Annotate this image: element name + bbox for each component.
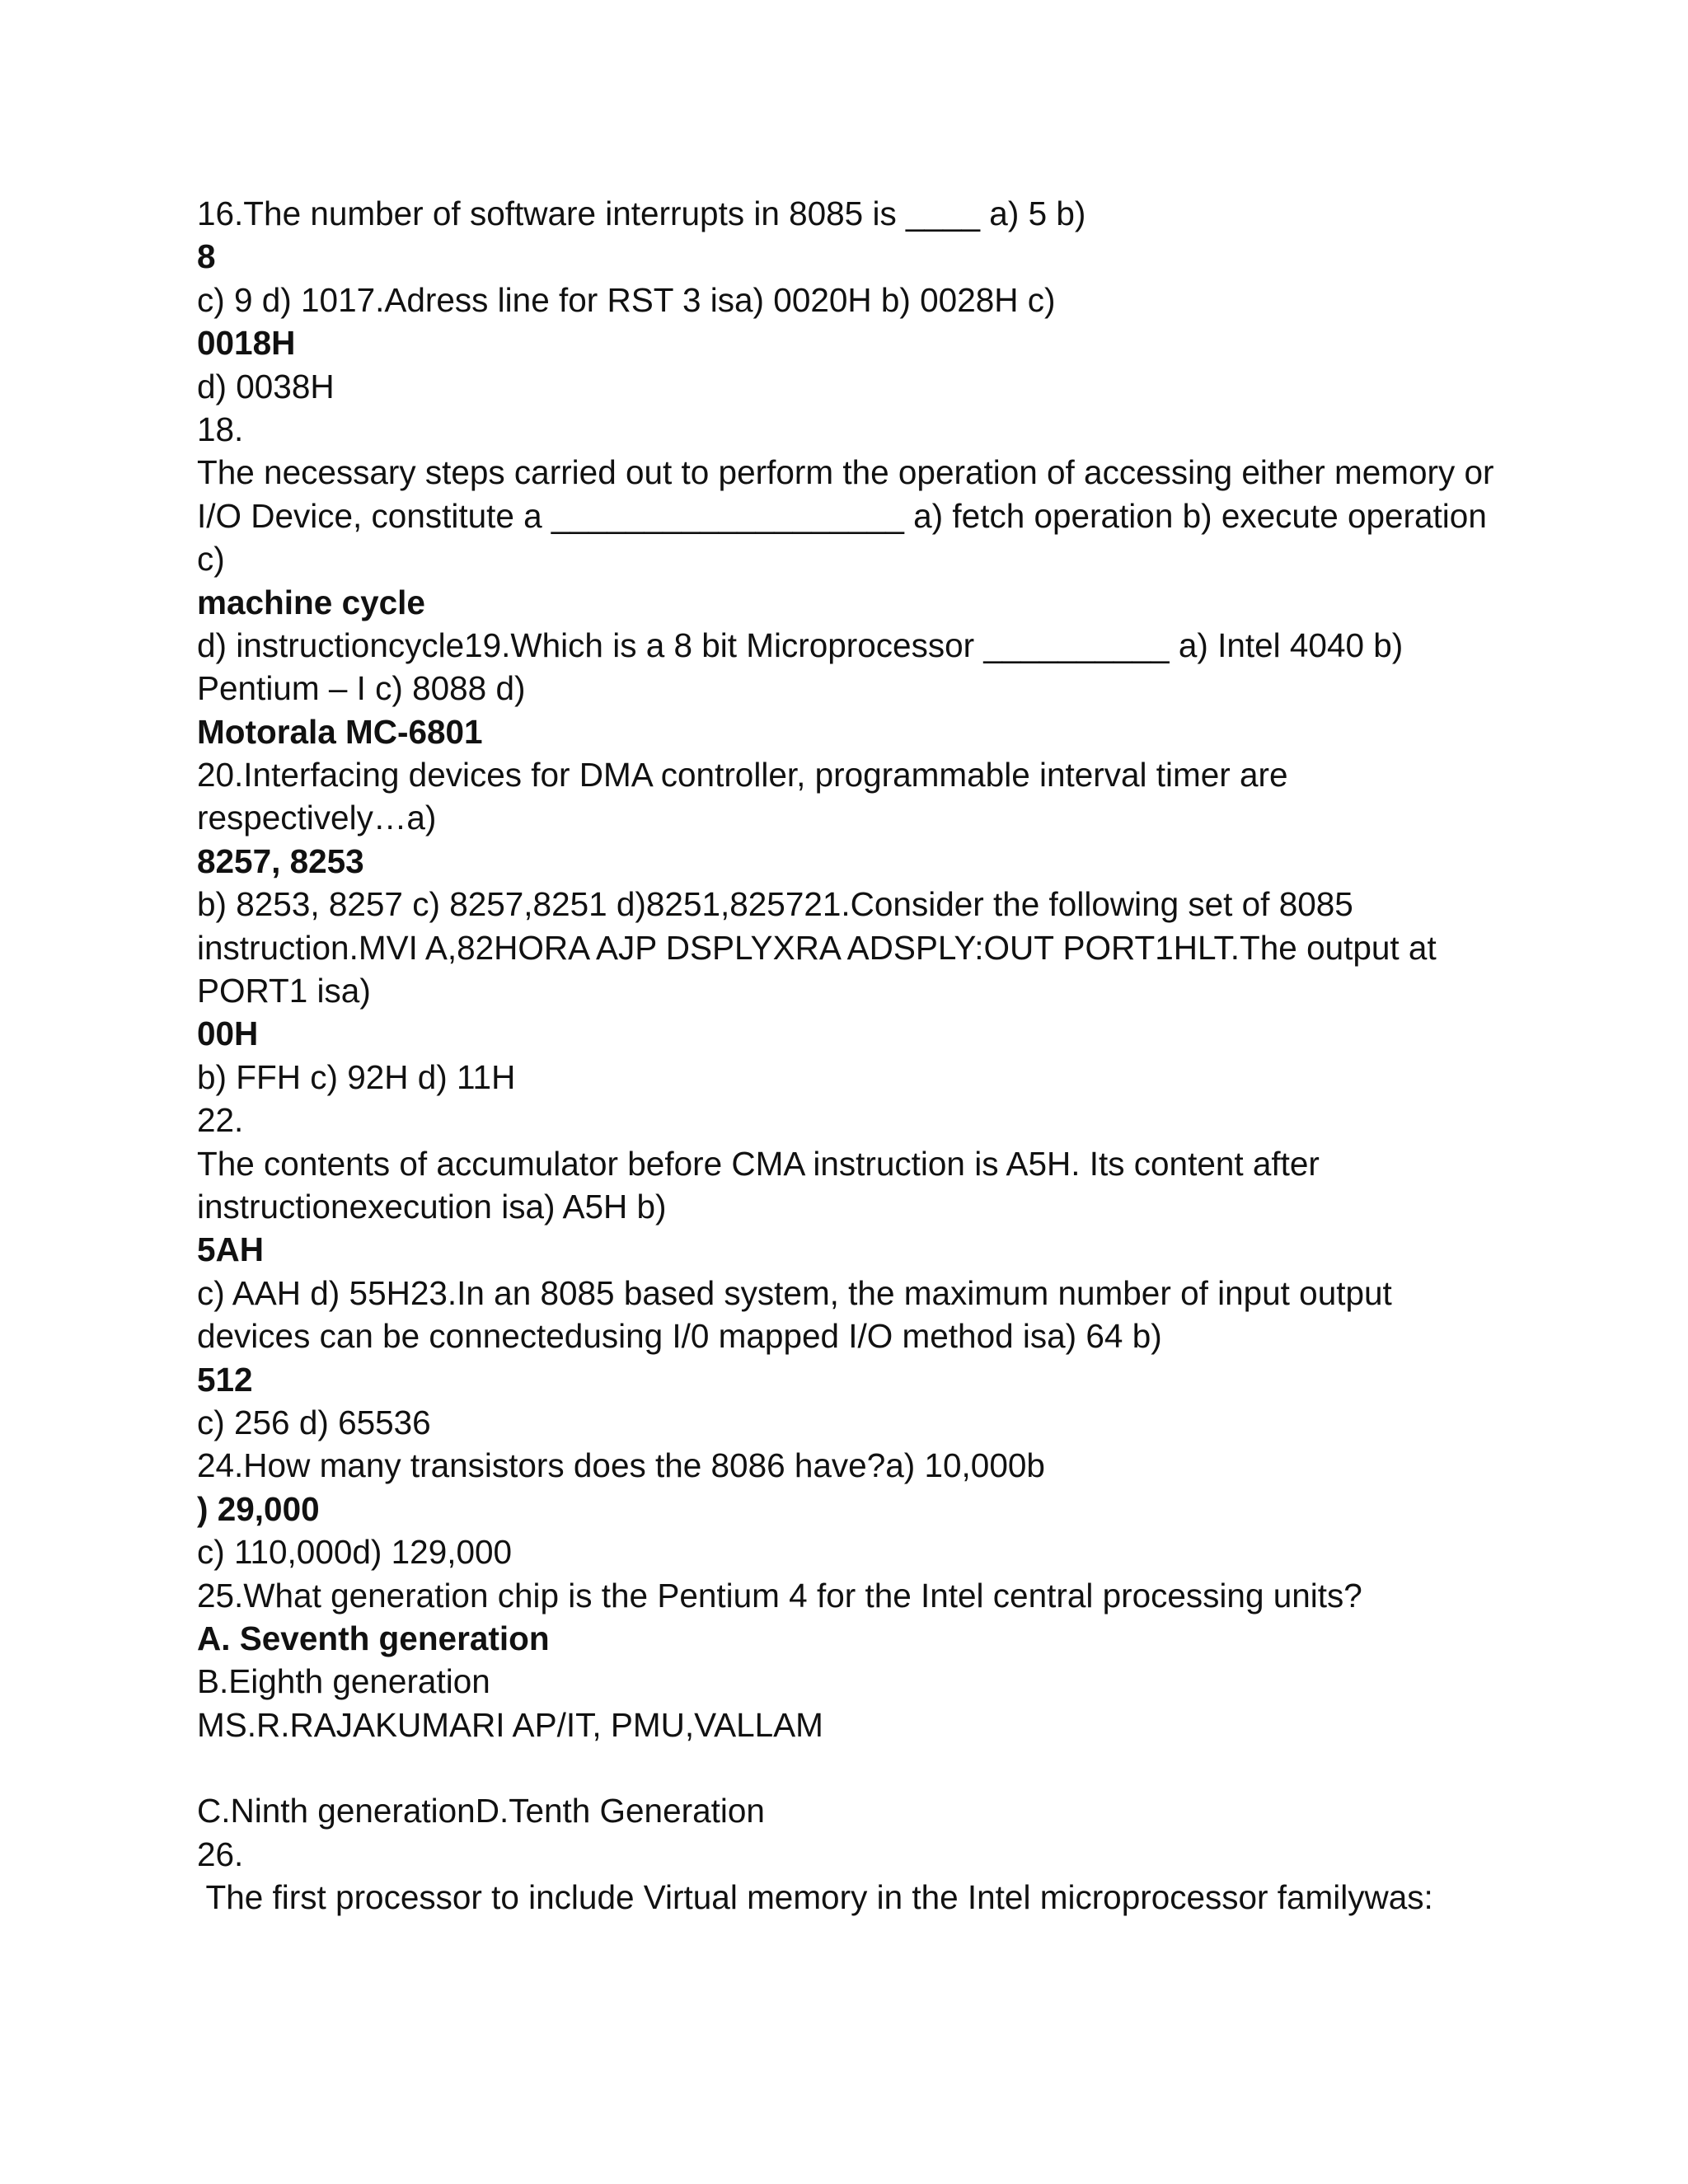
text-line: 18. <box>197 410 244 448</box>
text-line: 25.What generation chip is the Pentium 4 for the Intel central processing units? <box>197 1576 1362 1615</box>
text-line: c) AAH d) 55H23.In an 8085 based system, the maximum number of input output <box>197 1273 1392 1312</box>
text-line: C.Ninth generationD.Tenth Generation <box>197 1792 765 1830</box>
text-line <box>197 1746 1516 1789</box>
answer-line: ) 29,000 <box>197 1489 320 1528</box>
answer-line: 8 <box>197 237 216 276</box>
text-line: instructionexecution isa) A5H b) <box>197 1187 667 1226</box>
document-body <box>197 192 1516 1919</box>
answer-line: machine cycle <box>197 583 425 621</box>
answer-line: 512 <box>197 1360 253 1399</box>
text-line: MS.R.RAJAKUMARI AP/IT, PMU,VALLAM <box>197 1705 823 1744</box>
answer-line: A. Seventh generation <box>197 1619 550 1657</box>
text-line: c) 9 d) 1017.Adress line for RST 3 isa) 0020H b) 0028H c) <box>197 280 1056 319</box>
answer-line: 0018H <box>197 324 296 363</box>
text-line: 22. <box>197 1101 244 1140</box>
text-line: The necessary steps carried out to perform the operation of accessing either memory or <box>197 453 1494 492</box>
text-line: b) FFH c) 92H d) 11H <box>197 1057 516 1096</box>
text-line: I/O Device, constitute a ___________________ a) fetch operation b) execute operation <box>197 496 1487 535</box>
text-line: b) 8253, 8257 c) 8257,8251 d)8251,825721.Consider the following set of 8085 <box>197 885 1353 924</box>
text-line: 24.How many transistors does the 8086 have?a) 10,000b <box>197 1446 1045 1485</box>
text-line: respectively…a) <box>197 799 437 837</box>
text-line: The contents of accumulator before CMA instruction is A5H. Its content after <box>197 1144 1320 1183</box>
text-line: Pentium – I c) 8088 d) <box>197 669 526 708</box>
text-line: d) instructioncycle19.Which is a 8 bit Microprocessor __________ a) Intel 4040 b) <box>197 626 1404 664</box>
text-line: PORT1 isa) <box>197 972 371 1010</box>
text-line: 26. <box>197 1835 244 1873</box>
text-line: 16.The number of software interrupts in 8085 is ____ a) 5 b) <box>197 194 1086 232</box>
text-line: instruction.MVI A,82HORA AJP DSPLYXRA ADSPLY:OUT PORT1HLT.The output at <box>197 928 1437 967</box>
text-line: 20.Interfacing devices for DMA controller, programmable interval timer are <box>197 756 1288 794</box>
text-line: c) 256 d) 65536 <box>197 1403 431 1441</box>
answer-line: 5AH <box>197 1230 265 1269</box>
answer-line: 00H <box>197 1015 259 1053</box>
answer-line: 8257, 8253 <box>197 841 364 880</box>
text-line: B.Eighth generation <box>197 1662 490 1701</box>
text-line: c) 110,000d) 129,000 <box>197 1533 513 1572</box>
text-line: d) 0038H <box>197 367 335 405</box>
text-line: c) <box>197 540 225 579</box>
text-line: The first processor to include Virtual memory in the Intel microprocessor familywas: <box>197 1878 1433 1917</box>
text-line: devices can be connectedusing I/0 mapped I/O method isa) 64 b) <box>197 1317 1162 1356</box>
answer-line: Motorala MC-6801 <box>197 712 483 751</box>
